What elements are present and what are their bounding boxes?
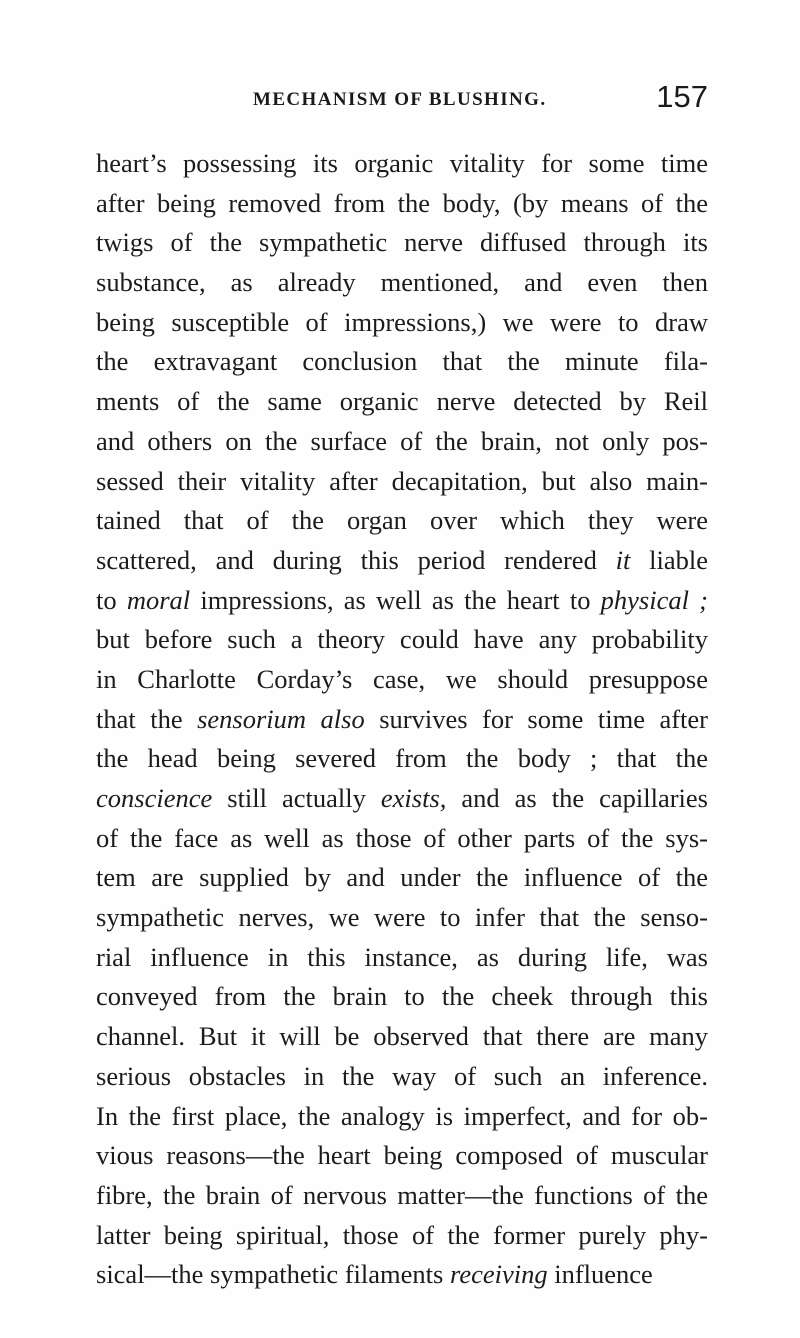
italic-text: it: [615, 544, 631, 575]
text-segment: substance, as already mentioned, and even then: [96, 267, 708, 298]
text-line: [96, 858, 708, 898]
body-text: [96, 144, 708, 1295]
text-segment: In the first place, the analogy is imperfect, and for ob-: [96, 1100, 708, 1131]
italic-text: moral: [126, 584, 191, 615]
text-line: [96, 1097, 708, 1137]
text-segment: liable: [630, 544, 708, 575]
text-line: [96, 422, 708, 462]
text-segment: channel. But it will be observed that there are many: [96, 1021, 708, 1052]
text-segment: sympathetic nerves, we were to infer that the senso-: [96, 902, 708, 933]
text-segment: serious obstacles in the way of such an inference.: [96, 1060, 708, 1091]
text-line: [96, 501, 708, 541]
running-title: MECHANISM OF BLUSHING.: [253, 89, 547, 110]
text-segment: but before such a theory could have any probability: [96, 624, 708, 655]
text-line: [96, 1057, 708, 1097]
text-line: [96, 541, 708, 581]
italic-text: sensorium also: [197, 703, 365, 734]
text-segment: the extravagant conclusion that the minute fila-: [96, 346, 708, 377]
text-line: [96, 938, 708, 978]
text-segment: impressions, as well as the heart to: [190, 584, 601, 615]
text-line: [96, 342, 708, 382]
italic-text: physical ;: [600, 584, 708, 615]
text-segment: the head being severed from the body ; that the: [96, 743, 708, 774]
text-line: [96, 1176, 708, 1216]
text-segment: conveyed from the brain to the cheek through this: [96, 981, 708, 1012]
text-segment: fibre, the brain of nervous matter—the functions of the: [96, 1179, 708, 1210]
running-head: [96, 79, 710, 125]
text-line: [96, 977, 708, 1017]
page-number: 157: [656, 79, 708, 114]
italic-text: exists,: [380, 783, 447, 813]
text-line: [96, 898, 708, 938]
text-line: [96, 144, 708, 184]
text-line: [96, 700, 708, 740]
italic-text: receiving: [449, 1259, 548, 1290]
text-segment: vious reasons—the heart being composed of muscular: [96, 1140, 708, 1171]
text-segment: rial influence in this instance, as during life, was: [96, 941, 708, 972]
text-segment: and others on the surface of the brain, not only pos-: [96, 425, 708, 456]
text-line: [96, 1136, 708, 1176]
text-segment: that the: [96, 703, 198, 734]
text-line: [96, 779, 708, 819]
text-segment: tem are supplied by and under the influence of the: [96, 862, 708, 893]
text-segment: of the face as well as those of other parts of the sys-: [96, 822, 708, 853]
text-line: [96, 660, 708, 700]
text-segment: still actually: [212, 783, 381, 813]
text-segment: in Charlotte Corday’s case, we should presuppose: [96, 663, 708, 694]
text-segment: latter being spiritual, those of the former purely phy-: [96, 1219, 708, 1250]
text-segment: tained that of the organ over which they were: [96, 505, 708, 536]
text-line: [96, 1255, 708, 1295]
text-segment: influence: [547, 1259, 653, 1290]
text-segment: scattered, and during this period rendered: [96, 544, 616, 575]
text-line: [96, 263, 708, 303]
italic-text: conscience: [96, 783, 213, 813]
text-line: [96, 462, 708, 502]
text-segment: to: [96, 584, 127, 615]
text-segment: twigs of the sympathetic nerve diffused through its: [96, 227, 708, 258]
text-line: [96, 1017, 708, 1057]
text-segment: heart’s possessing its organic vitality for some time: [96, 148, 708, 178]
text-line: [96, 739, 708, 779]
text-line: [96, 223, 708, 263]
text-line: [96, 819, 708, 859]
text-line: [96, 184, 708, 224]
text-segment: survives for some time after: [364, 703, 708, 734]
text-line: [96, 620, 708, 660]
text-segment: being susceptible of impressions,) we were to draw: [96, 306, 708, 337]
text-line: [96, 382, 708, 422]
text-line: [96, 1216, 708, 1256]
text-segment: sessed their vitality after decapitation, but also main-: [96, 465, 708, 496]
text-segment: and as the capillaries: [446, 783, 708, 813]
text-segment: after being removed from the body, (by means of the: [96, 187, 708, 218]
text-line: [96, 581, 708, 621]
text-line: [96, 303, 708, 343]
text-segment: ments of the same organic nerve detected by Reil: [96, 386, 708, 417]
text-segment: sical—the sympathetic filaments: [96, 1259, 450, 1290]
